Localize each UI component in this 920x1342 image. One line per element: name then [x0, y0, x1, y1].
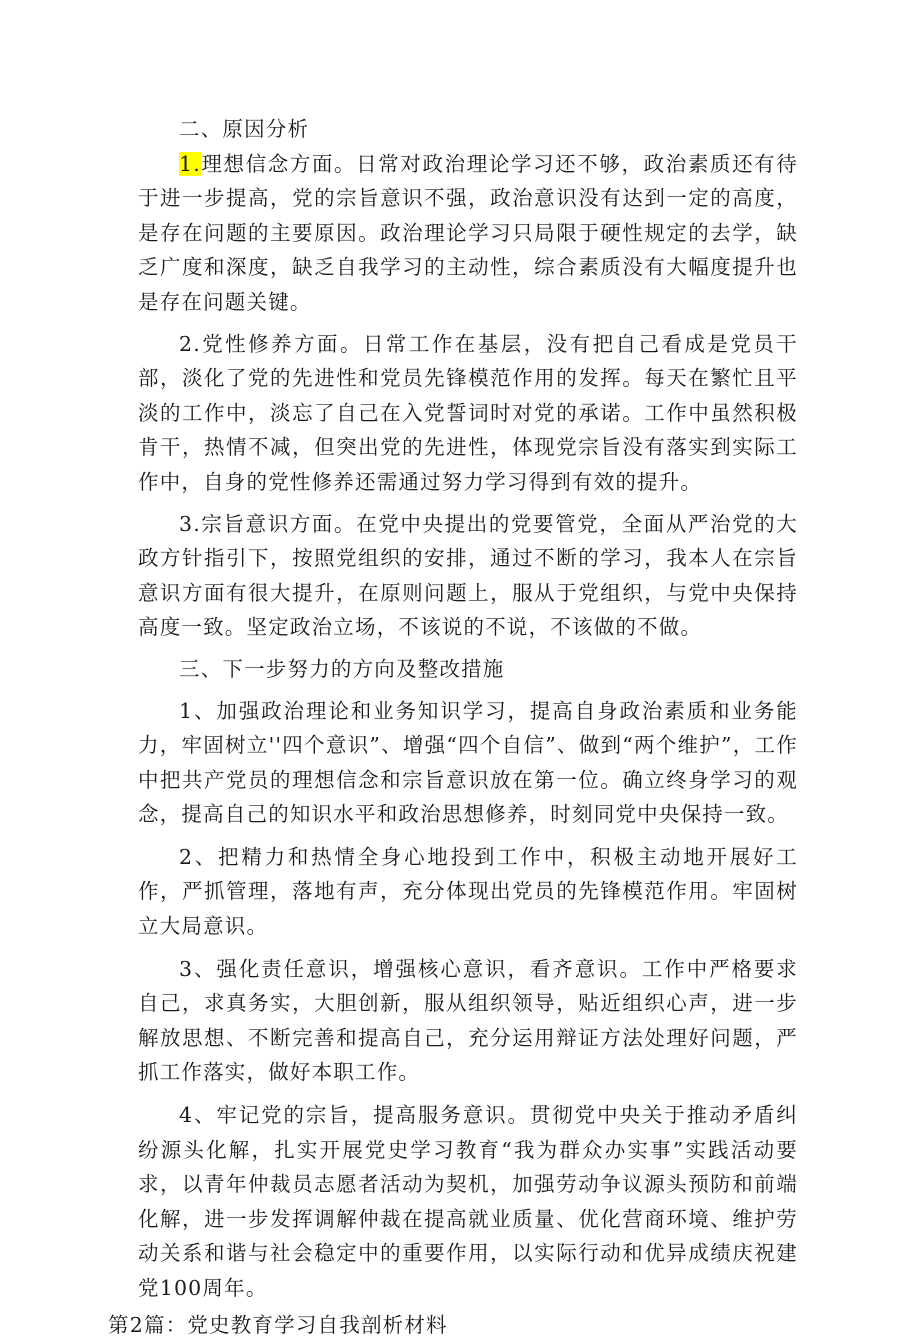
document-body [108, 112, 798, 1342]
list-item: 4、牢记党的宗旨，提高服务意识。贯彻党中央关于推动矛盾纠纷源头化解，扎实开展党史学习教育“我为群众办实事”实践活动要求，以青年仲裁员志愿者活动为契机，加强劳动争议源头预防和前端化解，进一步发挥调解仲裁在提高就业质量、优化营商环境、维护劳动关系和谐与社会稳定中的重要作用，以实际行动和优异成绩庆祝建党100周年。 [138, 1103, 798, 1300]
paragraph-ideals-beliefs [138, 147, 798, 320]
part-title: 第2篇：党史教育学习自我剖析材料 [108, 1312, 448, 1337]
list-item: 1、加强政治理论和业务知识学习，提高自身政治素质和业务能力，牢固树立''四个意识”、增强“四个自信”、做到“两个维护”，工作中把共产党员的理想信念和宗旨意识放在第一位。确立终身学习的观念，提高自己的知识水平和政治思想修养，时刻同党中央保持一致。 [138, 698, 798, 827]
list-item: 2、把精力和热情全身心地投到工作中，积极主动地开展好工作，严抓管理，落地有声，充分体现出党员的先锋模范作用。牢固树立大局意识。 [138, 844, 798, 939]
highlighted-number: 1. [179, 151, 201, 176]
paragraph-party-spirit: 2.党性修养方面。日常工作在基层，没有把自己看成是党员干部，淡化了党的先进性和党员先锋模范作用的发挥。每天在繁忙且平淡的工作中，淡忘了自己在入党誓词时对党的承诺。工作中虽然积极肯干，热情不减，但突出党的先进性，体现党宗旨没有落实到实际工作中，自身的党性修养还需通过努力学习得到有效的提升。 [138, 331, 798, 494]
section-heading-next-steps: 三、下一步努力的方向及整改措施 [179, 656, 505, 681]
paragraph-text: 理想信念方面。日常对政治理论学习还不够，政治素质还有待于进一步提高，党的宗旨意识不强，政治意识没有达到一定的高度，是存在问题的主要原因。政治理论学习只局限于硬性规定的去学，缺乏广度和深度，缺乏自我学习的主动性，综合素质没有大幅度提升也是存在问题关键。 [138, 151, 798, 314]
list-item: 3、强化责任意识，增强核心意识，看齐意识。工作中严格要求自己，求真务实，大胆创新，服从组织领导，贴近组织心声，进一步解放思想、不断完善和提高自己，充分运用辩证方法处理好问题，严抓工作落实，做好本职工作。 [138, 956, 798, 1085]
paragraph-purpose-awareness: 3.宗旨意识方面。在党中央提出的党要管党，全面从严治党的大政方针指引下，按照党组织的安排，通过不断的学习，我本人在宗旨意识方面有很大提升，在原则问题上，服从于党组织，与党中央保持高度一致。坚定政治立场，不该说的不说，不该做的不做。 [138, 511, 798, 640]
section-heading-cause-analysis: 二、原因分析 [179, 117, 310, 141]
